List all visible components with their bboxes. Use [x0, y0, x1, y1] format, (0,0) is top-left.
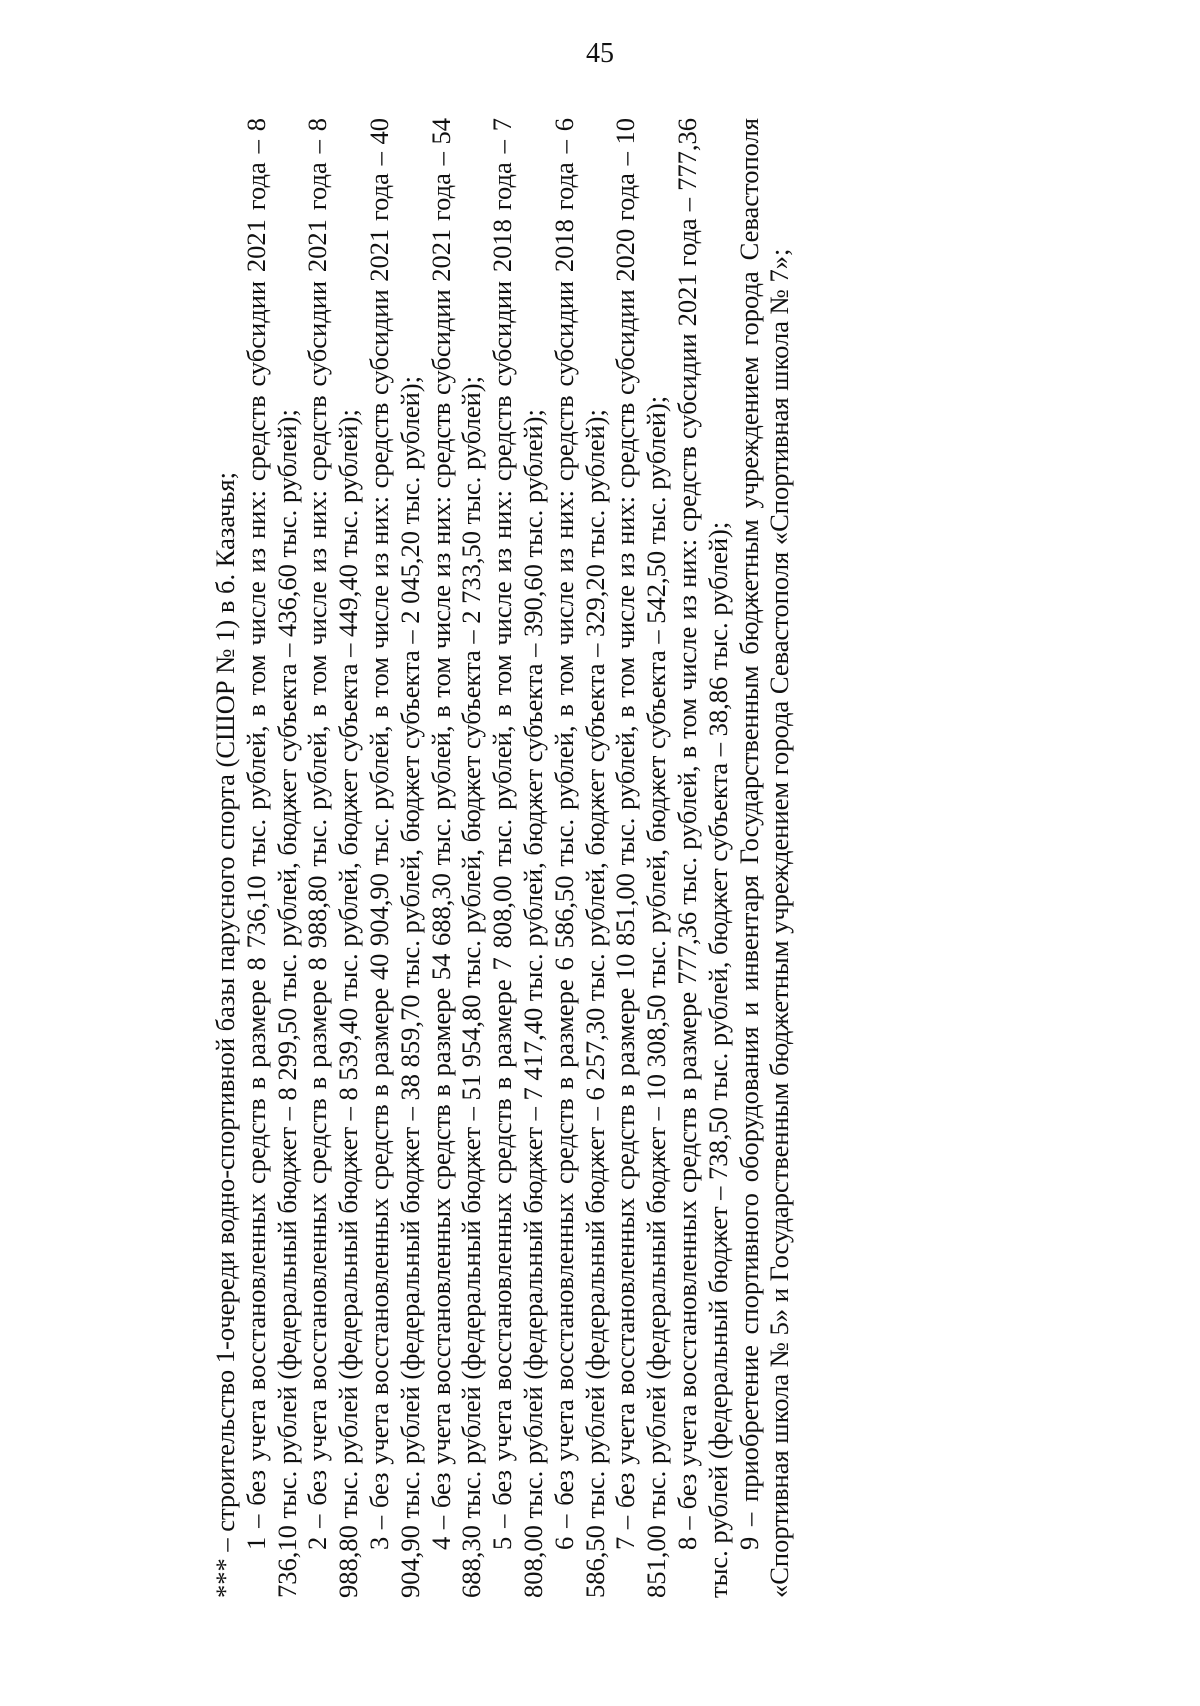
page-number: 45 — [586, 38, 614, 69]
paragraph-note-1: 1 – без учета восстановленных средств в размере 8 736,10 тыс. рублей, в том числе из них: средств субсидии 2021 года – 8 736,10 тыс. рублей (федеральный бюджет – 8 299,50 тыс. рублей, бюджет субъекта – 436,60 тыс. рублей); — [240, 118, 302, 1598]
paragraph-note-2: 2 – без учета восстановленных средств в размере 8 988,80 тыс. рублей, в том числе из них: средств субсидии 2021 года – 8 988,80 тыс. рублей (федеральный бюджет – 8 539,40 тыс. рублей, бюджет субъекта – 449,40 тыс. рублей); — [302, 118, 364, 1598]
paragraph-note-6: 6 – без учета восстановленных средств в размере 6 586,50 тыс. рублей, в том числе из них: средств субсидии 2018 года – 6 586,50 тыс. рублей (федеральный бюджет – 6 257,30 тыс. рублей, бюджет субъекта – 329,20 тыс. рублей); — [548, 118, 610, 1598]
paragraph-note-5: 5 – без учета восстановленных средств в размере 7 808,00 тыс. рублей, в том числе из них: средств субсидии 2018 года – 7 808,00 тыс. рублей (федеральный бюджет – 7 417,40 тыс. рублей, бюджет субъекта – 390,60 тыс. рублей); — [487, 118, 548, 1598]
paragraph-note-4: 4 – без учета восстановленных средств в размере 54 688,30 тыс. рублей, в том числе из них: средств субсидии 2021 года – 54 688,30 тыс. рублей (федеральный бюджет – 51 954,80 тыс. рублей, бюджет субъекта – 2 733,50 тыс. рублей); — [425, 118, 487, 1598]
paragraph-note-3: 3 – без учета восстановленных средств в размере 40 904,90 тыс. рублей, в том числе из них: средств субсидии 2021 года – 40 904,90 тыс. рублей (федеральный бюджет – 38 859,70 тыс. рублей, бюджет субъекта – 2 045,20 тыс. рублей); — [363, 118, 425, 1598]
paragraph-note-8: 8 – без учета восстановленных средств в размере 777,36 тыс. рублей, в том числе из них: средств субсидии 2021 года – 777,36 тыс. рублей (федеральный бюджет – 738,50 тыс. рублей, бюджет субъекта – 38,86 тыс. рублей); — [671, 118, 733, 1598]
paragraph-note-7: 7 – без учета восстановленных средств в размере 10 851,00 тыс. рублей, в том числе из них: средств субсидии 2020 года – 10 851,00 тыс. рублей (федеральный бюджет – 10 308,50 тыс. рублей, бюджет субъекта – 542,50 тыс. рублей); — [610, 118, 672, 1598]
paragraph-note-9: 9 – приобретение спортивного оборудования и инвентаря Государственным бюджетным учреждением города Севастополя «Спортивная школа № 5» и Государственным бюджетным учреждением города Севастополя «Спортивная школа № 7»; — [733, 118, 795, 1598]
document-text-block — [210, 118, 1110, 1598]
paragraph-footnote-heading: *** – строительство 1-очереди водно-спортивной базы парусного спорта (СШОР № 1) в б. Казачья; — [210, 472, 240, 1598]
